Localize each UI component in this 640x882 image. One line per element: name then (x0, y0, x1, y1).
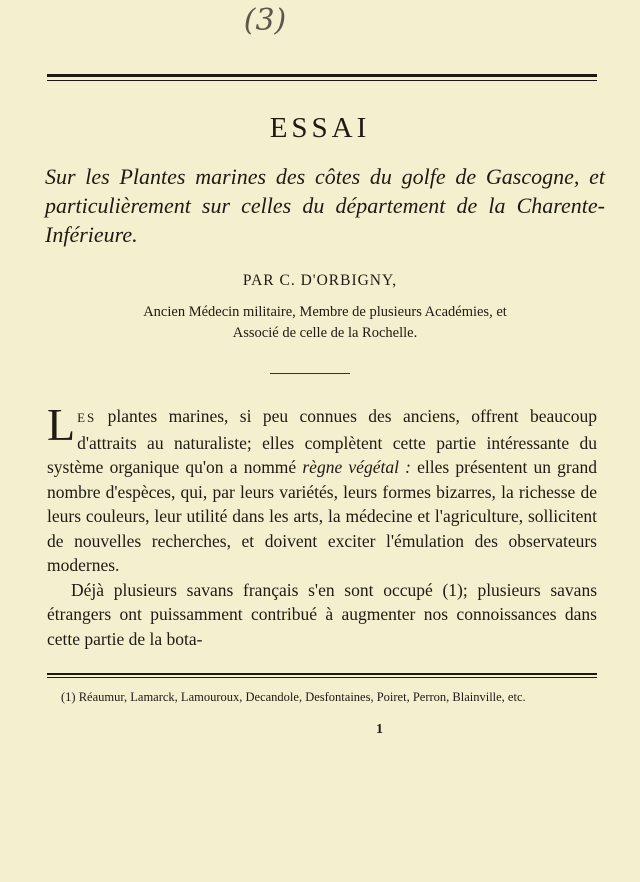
essay-subtitle: Sur les Plantes marines des côtes du golfe de Gascogne, et particulièrement sur celles du département de la Charente-Inférieure. (45, 164, 605, 247)
small-caps-word: ES (77, 410, 97, 425)
body-text (47, 399, 598, 651)
signature-mark: 1 (376, 722, 383, 737)
section-ornament-rule (270, 373, 350, 374)
affiliation-line-2: Associé de celle de la Rochelle. (232, 325, 418, 341)
paragraph-1-italic: règne végétal : (302, 457, 411, 477)
drop-cap: L (47, 399, 76, 450)
footnote-rule-thin (47, 677, 597, 678)
affiliation-line-1: Ancien Médecin militaire, Membre de plusieurs Académies, et (143, 304, 507, 320)
top-rule-thin (47, 80, 597, 81)
paragraph-1-text-b: elles présentent un grand nombre d'espèces, qui, par leurs variétés, leurs formes bizarres, la richesse de leurs couleurs, leur utilité dans les arts, la médecine et l'agriculture, sollicitent de nouvelles recherches, et doivent exciter l'émulation des observateurs modernes. (47, 457, 598, 575)
paragraph-1-text-a: plantes marines, si peu connues des anciens, offrent beaucoup d'attraits au naturaliste; elles complètent cette partie intéressante du système organique qu'on a nommé (47, 406, 597, 477)
essay-title: ESSAI (269, 112, 371, 144)
paragraph-2: Déjà plusieurs savans français s'en sont occupé (1); plusieurs savans étrangers ont puissamment contribué à augmenter nos connoissances dans cette partie de la bota- (47, 579, 597, 649)
top-rule-thick (47, 74, 597, 77)
footnote: (1) Réaumur, Lamarck, Lamouroux, Decandole, Desfontaines, Poiret, Perron, Blainville, etc. (61, 690, 526, 704)
handwritten-page-mark: (3) (243, 3, 287, 38)
footnote-rule-thick (47, 673, 597, 675)
paragraph-1 (47, 399, 598, 578)
author-line: PAR C. D'ORBIGNY, (242, 272, 398, 289)
author-affiliation (50, 302, 600, 344)
